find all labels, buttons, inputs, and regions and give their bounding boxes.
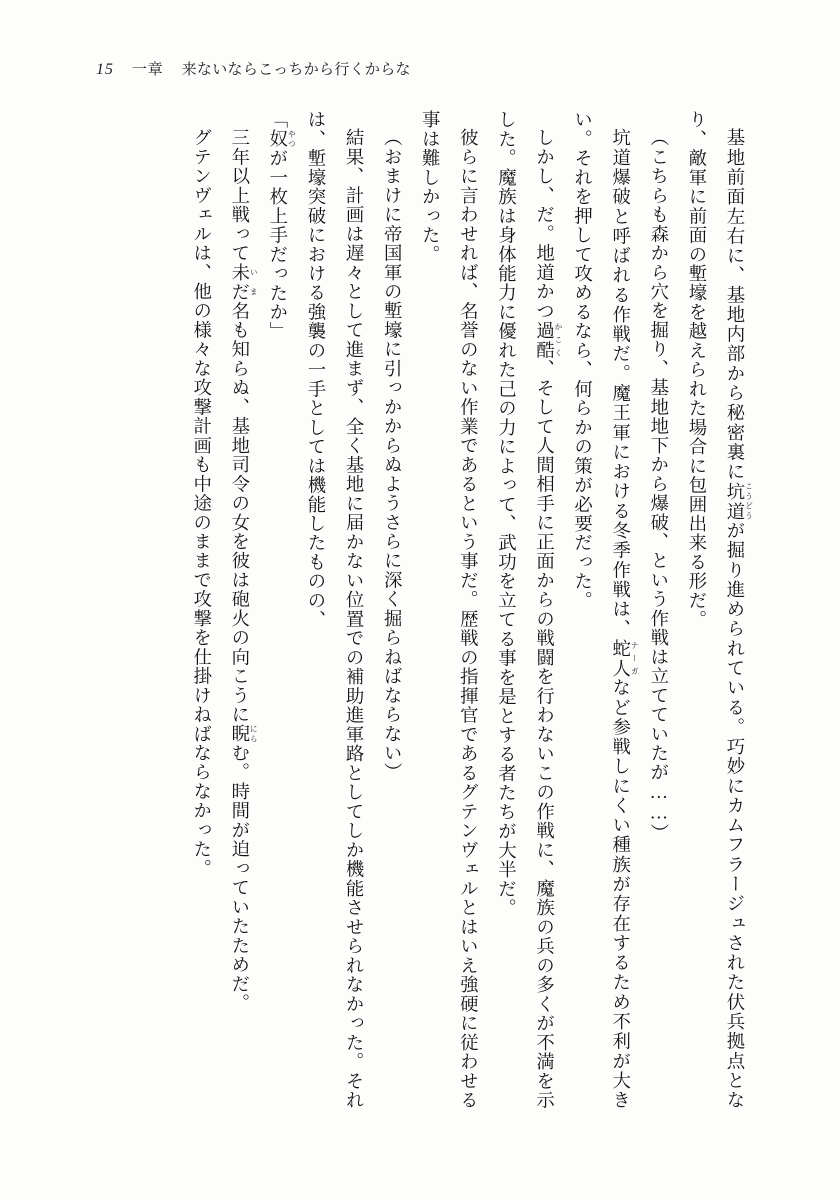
- ruby-ima: 未だ いま: [229, 263, 259, 302]
- ruby-nira: 睨 にら: [229, 724, 259, 744]
- paragraph-dialogue: 「奴 やつが一枚上手だったか」: [267, 110, 297, 341]
- ruby-naga: 蛇人 ナーガ: [610, 639, 640, 679]
- paragraph: 坑道爆破と呼ばれる作戦だ。魔王軍における冬季作戦は、蛇人 ナーガなど参戦しにくい種族が存在するため不利が大きい。それを押して攻めるなら、何らかの策が必要だった。: [572, 110, 640, 1110]
- paragraph: 彼らに言わせれば、名誉のない作業であるという事だ。歴戦の指揮官であるグテンヴェルとはいえ強硬に従わせる事は難しかった。: [420, 110, 479, 1110]
- paragraph: グテンヴェルは、他の様々な攻撃計画も中途のままで攻撃を仕掛けねばならなかった。: [191, 128, 212, 879]
- page-header: [96, 58, 411, 79]
- paragraph: （こちらも森から穴を掘り、基地地下から爆破、という作戦は立てていたが……）: [648, 128, 669, 844]
- ruby-yatsu: 奴 やつ: [267, 129, 297, 149]
- paragraph: 基地前面左右に、基地内部から秘密裏に坑道 こうどうが掘り進められている。巧妙にカムフラージュされた伏兵拠点となり、敵軍に前面の塹壕を越えられた場合に包囲出来る形だ。: [686, 110, 754, 1110]
- paragraph: 三年以上戦って未だ いま名も知らぬ、基地司令の女を彼は砲火の向こうに睨 にらむ。時間が迫っていたためだ。: [229, 128, 259, 1013]
- ruby-kakoku: 過酷 かこく: [534, 320, 564, 360]
- page-number: 15: [96, 61, 114, 78]
- body-text: [86, 110, 754, 1110]
- paragraph: （おまけに帝国軍の塹壕に引っかからぬようさらに深く掘らねばならない）: [382, 128, 403, 783]
- chapter-number: 一章: [131, 62, 164, 78]
- ruby-kodou: 坑道 こうどう: [725, 481, 754, 522]
- paragraph: 結果、計画は遅々として進まず、全く基地に届かない位置での補助進軍路としてしか機能させられなかった。それは、塹壕突破における強襲の一手としては機能したものの、: [305, 110, 365, 1110]
- paragraph: しかし、だ。地道かつ過酷 かこく、そして人間相手に正面からの戦闘を行わないこの作戦に、魔族の兵の多くが不満を示した。魔族は身体能力に優れた己の力によって、武功を立てる事を是とする者たちが大半だ。: [496, 110, 564, 1110]
- running-title: 来ないならこっちから行くからな: [181, 62, 411, 78]
